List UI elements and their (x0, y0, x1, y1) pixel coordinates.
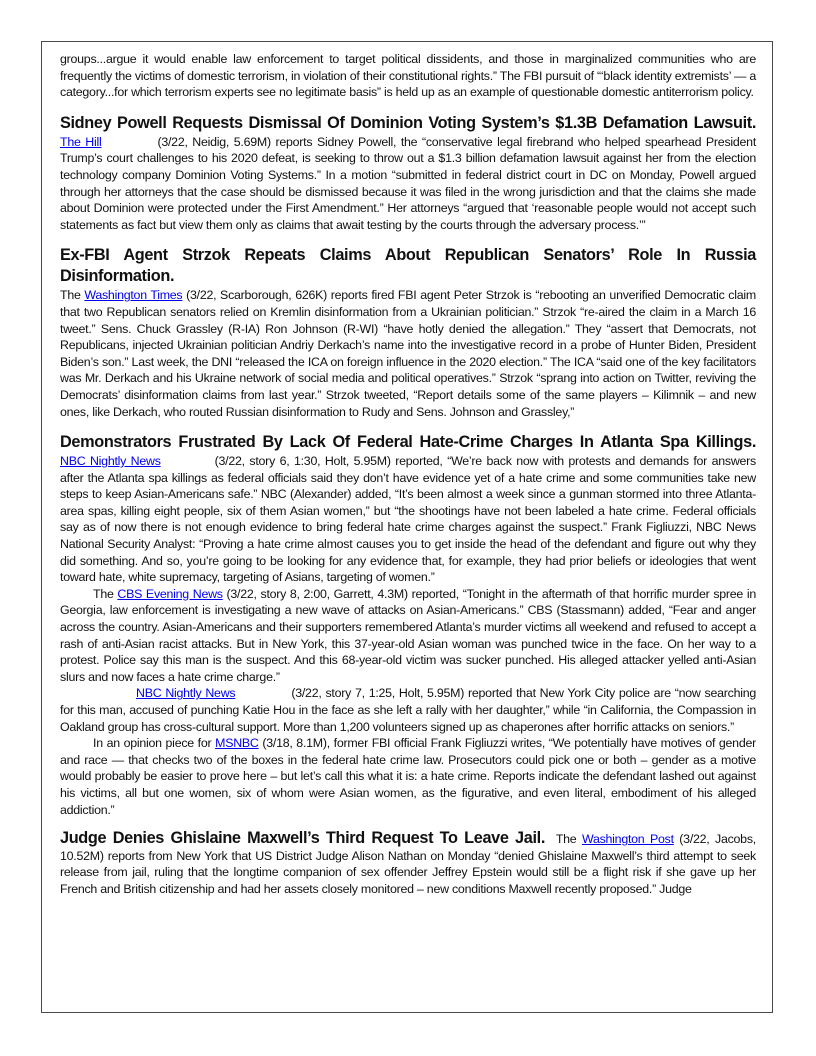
source-link-the-hill[interactable]: The Hill (60, 134, 102, 149)
story-body: (3/18, 8.1M), former FBI official Frank Figliuzzi writes, “We potentially have motives of gender and race — that checks two of the boxes in the federal hate crime law. Prosecutors could pick one or both – gender as a motive would probably be easier to prove here – but let’s call this what it is: a hate crime. Reports indicate the defendant lashed out against his victims, all but one women, six of whom were Asian women, as the figurative, and even literal, embodiment of his alleged addiction.” (60, 736, 756, 817)
story-atlanta (60, 432, 756, 818)
story-strzok (60, 245, 756, 420)
story-body: (3/22, story 6, 1:30, Holt, 5.95M) reported, “We’re back now with protests and demands for answers after the Atlanta spa killings as federal officials said they don’t have evidence yet of a hate crime and some communities take new steps to keep Asian-Americans safe.” NBC (Alexander) added, “It’s been almost a week since a gunman stormed into three Atlanta-area spas, killing eight people, six of them Asian women,” but “the shootings have not been labeled a hate crime. Federal officials say as of now there is not enough evidence to bring federal hate crime charges against the suspect.” Frank Figliuzzi, NBC News National Security Analyst: “Proving a hate crime almost causes you to get inside the head of the defendant and figure out why they did something. And so, you’re going to be looking for any evidence that, for example, they had prior beliefs or ideologies that went toward hate, white supremacy, targeting of Asians, targeting of women.” (60, 454, 756, 585)
story-title: Judge Denies Ghislaine Maxwell’s Third Request To Leave Jail. (60, 829, 545, 848)
story-body: (3/22, Scarborough, 626K) reports fired FBI agent Peter Strzok is “rebooting an unverified Democratic claim that two Republican senators relied on Kremlin disinformation from a Ukrainian politician.” Strzok “re-aired the claim in a March 16 tweet.” Sens. Chuck Grassley (R-IA) Ron Johnson (R-WI) “have hotly denied the allegation.” They “assert that Democrats, not Republicans, injected Ukrainian politician Andriy Derkach’s name into the investigative record in a probe of Hunter Biden, President Biden’s son.” Last week, the DNI “released the ICA on foreign influence in the 2020 election.” The ICA “said one of the key facilitators was Mr. Derkach and his Ukraine network of social media and political operatives.” Strzok “sprang into action on Twitter, reviving the Democrats’ disinformation claims from last year.” Strzok tweeted, “Report details some of the same players – Kilimnik – and new ones, like Derkach, who routed Russian disinformation to Rudy and Sens. Johnson and Grassley,” (60, 288, 756, 419)
story-maxwell (60, 830, 756, 897)
page-content (60, 51, 756, 898)
story-powell (60, 113, 756, 234)
story-body: (3/22, Neidig, 5.69M) reports Sidney Powell, the “conservative legal firebrand who helped spearhead President Trump’s court challenges to his 2020 defeat, is seeking to throw out a $1.3 billion defamation lawsuit against her from the election technology company Dominion Voting Systems.” In a motion “submitted in federal district court in DC on Monday, Powell argued through her attorneys that the case should be dismissed because it was filed in the wrong jurisdiction and that the claims she made about Dominion were protected under the First Amendment.” Her attorneys “argued that ‘reasonable people would not accept such statements as fact but view them only as claims that await testing by the courts through the adversary process.’” (60, 134, 757, 232)
source-link-nbc-nightly-news-2[interactable]: NBC Nightly News (136, 686, 236, 701)
document-page (41, 41, 773, 1013)
story-title: Demonstrators Frustrated By Lack Of Federal Hate-Crime Charges In Atlanta Spa Killings. (60, 433, 756, 452)
story-body: (3/22, Jacobs, 10.52M) reports from New York that US District Judge Alison Nathan on Monday “denied Ghislaine Maxwell’s third attempt to seek release from jail, ruling that the longtime companion of sex offender Jeffrey Epstein would still be a flight risk if she gave up her French and British citizenship and had her assets closely monitored – new conditions Maxwell recently proposed.” Judge (60, 832, 756, 896)
story-lead: The (93, 586, 114, 601)
story-lead: The (555, 832, 577, 847)
story-lead: In an opinion piece for (93, 736, 212, 751)
source-link-washington-post[interactable]: Washington Post (581, 832, 674, 847)
intro-paragraph: groups...argue it would enable law enforcement to target political dissidents, and those in marginalized communities who are frequently the victims of domestic terrorism, in violation of their constitutional rights.” The FBI pursuit of “‘black identity extremists’ — a category...for which terrorism experts see no legitimate basis” is held up as an example of questionable domestic antiterrorism policy. (60, 52, 756, 100)
story-title: Sidney Powell Requests Dismissal Of Dominion Voting System’s $1.3B Defamation Lawsuit. (60, 113, 756, 132)
source-link-msnbc[interactable]: MSNBC (215, 736, 259, 751)
story-body: (3/22, story 7, 1:25, Holt, 5.95M) reported that New York City police are “now searching for this man, accused of punching Katie Hou in the face as she left a rally with her daughter,” while “in California, the Compassion in Oakland group has cross-cultural support. More than 1,200 volunteers signed up as chaperones after horrific attacks on seniors.” (60, 686, 756, 734)
source-link-cbs-evening-news[interactable]: CBS Evening News (117, 586, 223, 601)
story-body: (3/22, story 8, 2:00, Garrett, 4.3M) reported, “Tonight in the aftermath of that horrific murder spree in Georgia, law enforcement is investigating a new wave of attacks on Asian-Americans.” CBS (Stassmann) added, “Fear and anger across the country. Asian-Americans and their supporters remembered Atlanta’s murder victims all weekend and refused to accept a rash of anti-Asian racist attacks. But in New York, this 37-year-old Asian woman was punched twice in the face. On her way to a protest. Police say this man is the suspect. And this 68-year-old victim was sucker punched. His alleged attacker yelled anti-Asian slurs and now faces a hate crime charge.” (60, 586, 756, 684)
source-link-washington-times[interactable]: Washington Times (84, 288, 183, 303)
story-title: Ex-FBI Agent Strzok Repeats Claims About Republican Senators’ Role In Russia Disinformation. (60, 246, 756, 286)
source-link-nbc-nightly-news[interactable]: NBC Nightly News (60, 454, 161, 469)
story-lead: The (60, 288, 81, 303)
